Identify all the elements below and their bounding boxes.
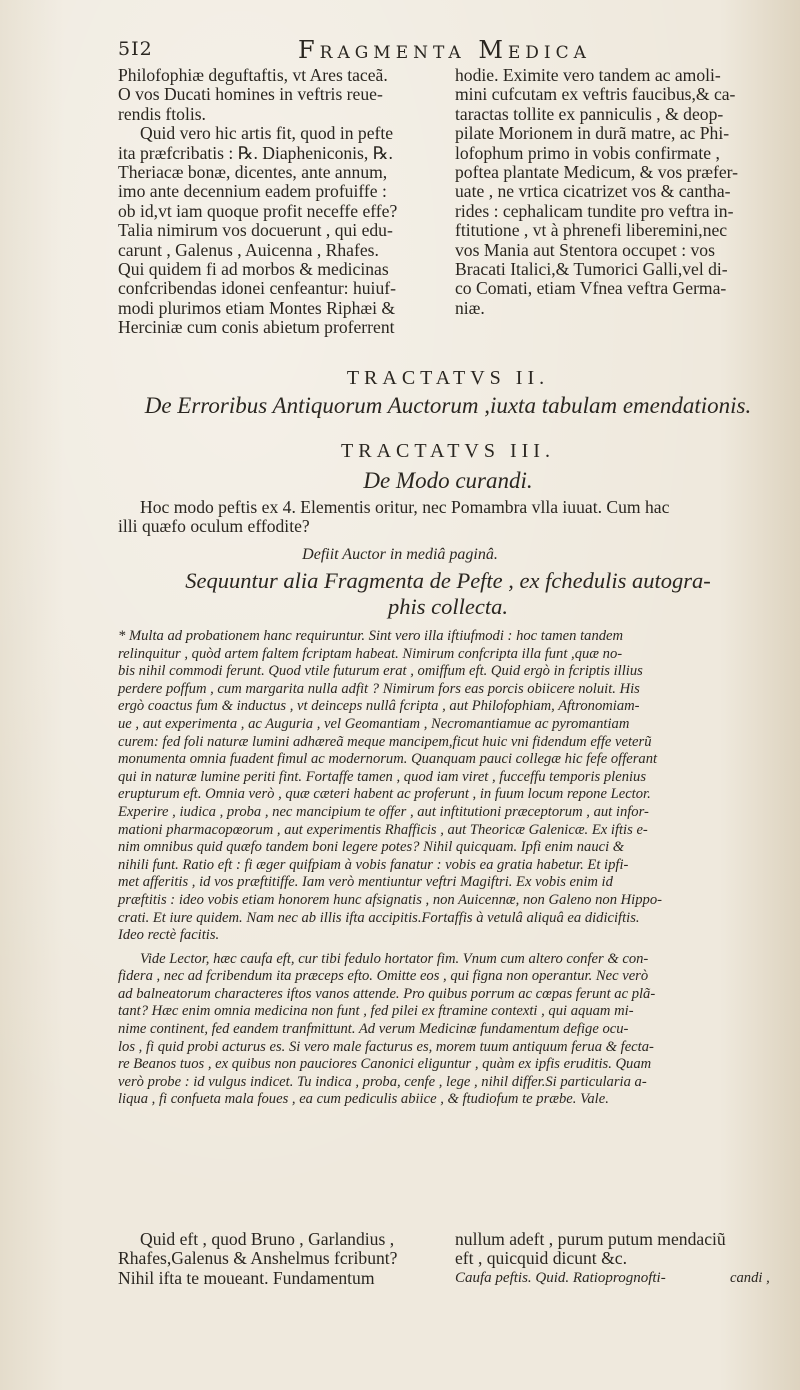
text-line: rendis ftolis.: [118, 103, 206, 124]
note-line: nime continent, fed eandem tranfmittunt. Ad verum Medicinæ fundamentum defige ocu-: [118, 1021, 629, 1038]
text-line: Bracati Italici,& Tumorici Galli,vel di-: [455, 259, 728, 280]
note-line: mationi pharmacopœorum , aut experimentis Rhafficis , aut Theoricæ Galenicæ. Ex iftis e-: [118, 821, 648, 838]
note-line: met afferitis , id vos præftitiffe. Iam verò mentiuntur veftri Magiftri. Ex vobis enim id: [118, 874, 613, 891]
text-line: confcribendas idonei cenfeantur: huiuf-: [118, 278, 396, 299]
tractatus-3-label: TRACTATVS III.: [341, 440, 555, 462]
text-line: carunt , Galenus , Auicenna , Rhafes.: [118, 239, 379, 260]
page-header: [118, 36, 778, 66]
text-line: ob id,vt iam quoque profit neceffe effe?: [118, 200, 398, 221]
text-line: Philofophiæ deguftaftis, vt Ares taceã.: [118, 65, 388, 85]
heading-line: Sequuntur alia Fragmenta de Pefte , ex fchedulis autogra-: [185, 568, 711, 593]
note-line: crati. Et iure quidem. Nam nec ab illis ifta accipitis.Fortaffis à vetulâ aliquâ ea didiciftis.: [118, 909, 640, 926]
text-line: modi plurimos etiam Montes Riphæi &: [118, 297, 396, 318]
text-line: Quid vero hic artis fit, quod in pefte: [140, 123, 394, 144]
note-line: nim omnibus quid quæfo tandem boni legere potes? Nihil quicquam. Ipfi enim nauci &: [118, 839, 625, 856]
note-line: nihili funt. Ratio eft : fi æger quifpiam à vobis fanatur : vobis ea gratia habetur. Et ipfi-: [118, 856, 629, 873]
note-line: qui in naturæ lumine periti fint. Fortaffe tamen , quod iam viret , fucceffu temporis plenius: [118, 768, 647, 785]
text-line: poftea plantate Medicum, & vos præfer-: [455, 162, 739, 183]
notes-block: [118, 628, 790, 1109]
note-line: ad balneatorum characteres iftos vanos attende. Pro quibus porrum ac cœpas ferunt ac plã-: [118, 985, 656, 1002]
note-line: erupturum eft. Omnia verò , quæ cæteri habent ac proferunt , in fuum locum repone Lector.: [118, 786, 651, 803]
note-line: relinquitur , quòd artem faltem fcriptam habeat. Nimirum confcripta illa funt ,quæ no-: [118, 645, 623, 662]
text-line: uate , ne vrtica cicatrizet vos & cantha-: [455, 181, 731, 202]
text-line: hodie. Eximite vero tandem ac amoli-: [455, 65, 721, 85]
text-line: Qui quidem fi ad morbos & medicinas: [118, 259, 389, 280]
note-line: re Beanos tuos , ex quibus non pauciores Canonici eliguntur , quàm ex ipfis eruditis. Quam: [118, 1056, 652, 1073]
section-heading: [118, 568, 778, 620]
catchword: candi ,: [730, 1270, 770, 1286]
note-line: monumenta omnia fuadent fimul ac modernorum. Quanquam pauci collegæ hic fefe offerant: [118, 751, 658, 768]
text-line: rides : cephalicam tundite pro veftra in-: [455, 200, 734, 221]
note-line: verò probe : id vulgus indicet. Tu indica , proba, cenfe , lege , nihil differ.Si particularia a-: [118, 1073, 647, 1090]
note-line: tant? Hæc enim omnia medicina non funt , fed pilei ex ftramine contexti , qui aquam mi-: [118, 1003, 634, 1020]
right-column: [455, 66, 777, 318]
note-line: præftitis : ideo vobis etiam honorem hunc afsignatis , non Auicennæ, non Galeno non Hippo-: [118, 891, 662, 908]
text-line: Herciniæ cum conis abietum proferrent: [118, 317, 395, 338]
tractatus-2-label: TRACTATVS II.: [346, 367, 550, 389]
text-line: Rhafes,Galenus & Anshelmus fcribunt?: [118, 1248, 398, 1269]
note-line: Ideo rectè facitis.: [118, 927, 220, 944]
note-line: Vide Lector, hæc caufa eft, cur tibi fedulo hortator fim. Vnum cum altero confer & con-: [140, 950, 649, 967]
text-line: Quid eft , quod Bruno , Garlandius ,: [140, 1229, 395, 1249]
margin-note: Caufa peftis. Quid. Ratioprognofti-: [455, 1269, 666, 1286]
text-line: pilate Morionem in durã matre, ac Phi-: [455, 123, 730, 144]
final-left-column: [118, 1230, 468, 1288]
text-line: lofophum primo in vobis confirmate ,: [455, 142, 720, 163]
tractatus-2-title: De Erroribus Antiquorum Auctorum ,iuxta tabulam emendationis.: [144, 393, 752, 418]
text-line: co Comati, etiam Vfnea veftra Germa-: [455, 278, 727, 299]
text-line: mini cufcutam ex veftris faucibus,& ca-: [455, 84, 736, 105]
note-line: ue , aut experimenta , ac Auguria , vel Geomantiam , Necromantiamue ac pyromantiam: [118, 715, 630, 732]
text-line: ita præfcribatis : ℞. Diapheniconis, ℞.: [118, 142, 393, 163]
note-line: los , fi quid probi acturus es. Si vero male facturus es, morem tuum antiquum ferua & fecta-: [118, 1038, 654, 1055]
text-line: Theriacæ bonæ, dicentes, ante annum,: [118, 162, 388, 183]
text-line: O vos Ducati homines in veftris reue-: [118, 84, 383, 105]
note-line: Experire , iudica , proba , nec mancipium te offer , aut inftitutioni præceptorum , aut infor-: [118, 803, 649, 820]
note-line: ergò coactus fum & inductus , vt deinceps nullâ fcripta , aut Philofophiam, Aftronomiam-: [118, 698, 640, 715]
note-line: fidera , nec ad fcribendum ita præceps efto. Omitte eos , qui figna non operantur. Nec verò: [118, 968, 649, 985]
hoc-modo-paragraph: [118, 498, 782, 537]
text-line: Nihil ifta te moueant. Fundamentum: [118, 1267, 375, 1288]
note-line: curem: fed foli naturæ lumini adhæreã meque mancipem,ficut huic vni fidendum effe veterũ: [118, 733, 652, 750]
text-line: eft , quicquid dicunt &c.: [455, 1248, 627, 1269]
note-line: * Multa ad probationem hanc requiruntur. Sint vero illa iftiufmodi : hoc tamen tandem: [118, 628, 624, 644]
text-line: ftitutione , vt à phrenefi liberemini,nec: [455, 220, 728, 241]
note-line: bis nihil commodi ferunt. Quod vtile futurum erat , omiffum eft. Quid ergò in fcriptis illius: [118, 663, 643, 680]
text-line: Talia nimirum vos docuerunt , qui edu-: [118, 220, 393, 241]
text-line: taractas tollite ex panniculis , & deop-: [455, 103, 724, 124]
running-title: Fragmenta Medica: [298, 36, 591, 64]
note-line: perdere poffum , cum margarita nulla adfit ? Nimirum fors eas porcis obiicere noluit. His: [118, 680, 640, 697]
author-note: Defiit Auctor in mediâ paginâ.: [302, 546, 498, 563]
text-line: imo ante decennium eadem profuiffe :: [118, 181, 387, 202]
left-column: [118, 66, 448, 338]
text-line: niæ.: [455, 297, 485, 318]
text-line: vos Mania aut Stentora occupet : vos: [455, 239, 715, 260]
text-line: illi quæfo oculum effodite?: [118, 516, 310, 537]
text-line: Hoc modo peftis ex 4. Elementis oritur, nec Pomambra vlla iuuat. Cum hac: [140, 497, 670, 517]
tractatus-3-title: De Modo curandi.: [363, 468, 533, 493]
note-line: liqua , fi confueta mala foues , ea cum pediculis abiice , & ftudiofum te præbe. Vale.: [118, 1091, 609, 1108]
text-line: nullum adeft , purum putum mendaciũ: [455, 1229, 726, 1249]
page-number: 5I2: [118, 38, 153, 60]
heading-line: phis collecta.: [388, 594, 508, 619]
